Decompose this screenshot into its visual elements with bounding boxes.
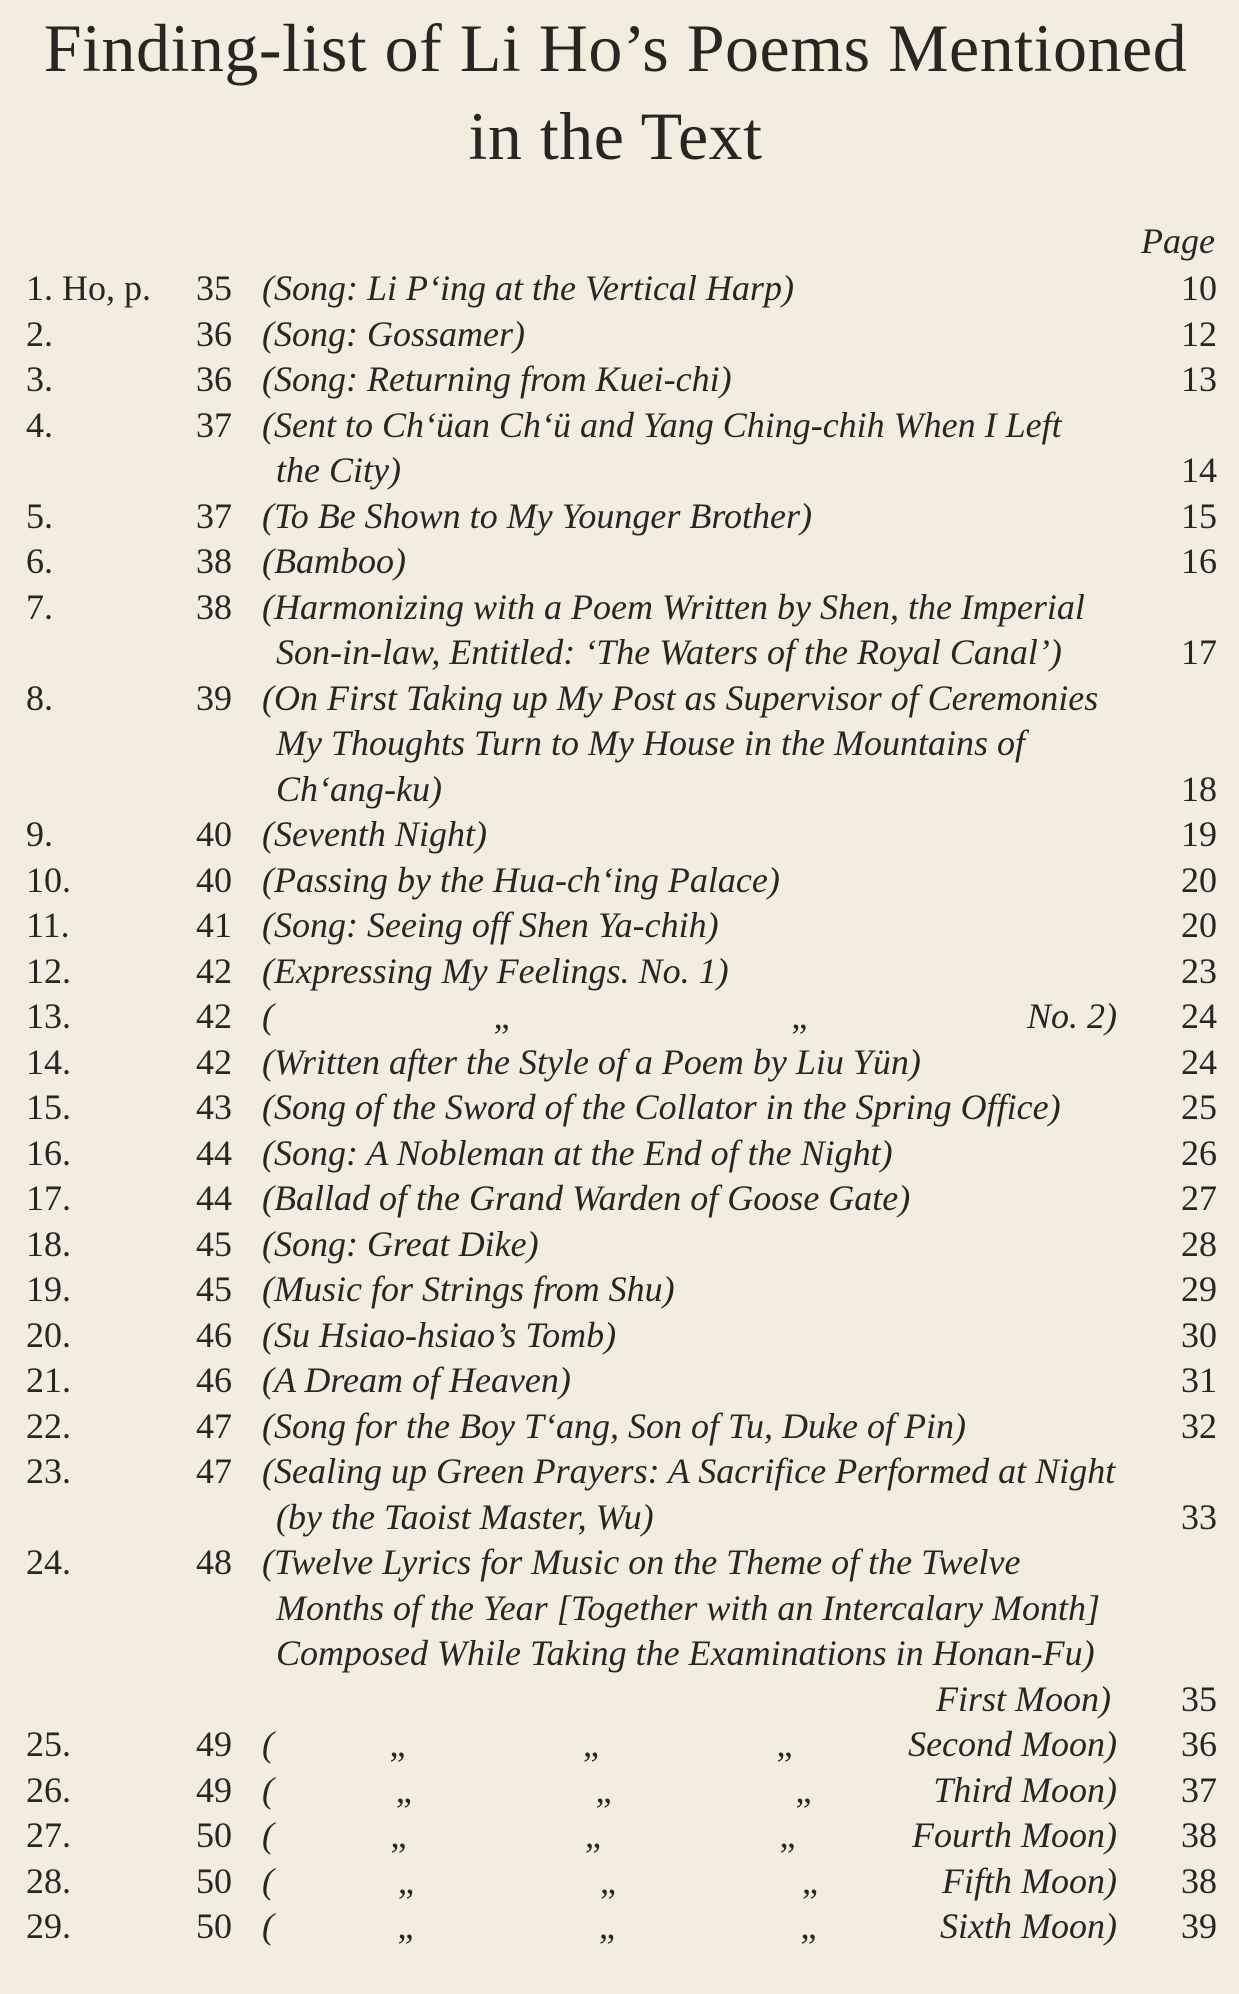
entry-number: 13. — [26, 996, 71, 1036]
text-page-number: 14 — [1181, 450, 1217, 490]
poem-title-line: (Harmonizing with a Poem Written by Shen, the Imperial — [262, 586, 1085, 627]
ho-page-number: 37 — [196, 404, 232, 445]
poem-title — [262, 266, 1147, 312]
text-page-number: 26 — [1181, 1132, 1217, 1173]
ditto-mark: „ — [791, 996, 808, 1036]
ditto-mark: „ — [595, 1769, 612, 1810]
poem-title-line: (Expressing My Feelings. No. 1) — [262, 950, 729, 991]
ditto-text: Sixth Moon) — [940, 1906, 1117, 1946]
poem-title — [262, 1313, 1147, 1359]
text-page-number: 32 — [1181, 1405, 1217, 1446]
entry-number: 25. — [26, 1724, 71, 1764]
text-page-number: 16 — [1181, 541, 1217, 581]
ho-page-number: 37 — [196, 495, 232, 536]
ho-page-number: 48 — [196, 1542, 232, 1582]
poem-title — [262, 903, 1147, 949]
list-item — [14, 1176, 1217, 1222]
poem-title-line: (Sealing up Green Prayers: A Sacrifice Performed at Night — [262, 1451, 1116, 1491]
text-page-number: 24 — [1181, 1041, 1217, 1082]
poem-title — [262, 676, 1147, 813]
poem-title — [262, 1085, 1147, 1131]
list-item — [14, 539, 1217, 585]
text-page-number: 15 — [1181, 495, 1217, 536]
list-item — [14, 676, 1217, 813]
poem-title — [262, 858, 1147, 904]
poem-title-line: First Moon) — [936, 1678, 1111, 1719]
list-item — [14, 357, 1217, 403]
poem-title-line: (Written after the Style of a Poem by Liu Yün) — [262, 1041, 921, 1082]
poem-title — [262, 1404, 1147, 1450]
poem-title-line: Son-in-law, Entitled: ‘The Waters of the Royal Canal’) — [276, 632, 1062, 672]
text-page-number: 38 — [1181, 1815, 1217, 1855]
poem-title — [262, 1813, 1147, 1859]
list-item — [14, 1222, 1217, 1268]
list-item — [14, 1859, 1217, 1905]
ditto-mark: „ — [389, 1724, 406, 1764]
text-page-number: 28 — [1181, 1223, 1217, 1264]
ho-page-number: 35 — [196, 268, 232, 308]
ditto-text: Fifth Moon) — [942, 1860, 1117, 1901]
entry-number: 8. — [26, 677, 53, 718]
ditto-text: Third Moon) — [933, 1769, 1117, 1810]
ho-page-number: 41 — [196, 905, 232, 945]
text-page-number: 39 — [1181, 1906, 1217, 1946]
poem-title — [262, 403, 1147, 494]
ditto-mark: „ — [802, 1860, 818, 1901]
poem-title — [262, 1131, 1147, 1177]
entry-number: 16. — [26, 1132, 71, 1173]
ditto-mark: „ — [776, 1724, 793, 1764]
entry-number: 4. — [26, 404, 53, 445]
text-page-number: 18 — [1181, 768, 1217, 809]
list-item — [14, 1904, 1217, 1950]
poem-title — [262, 1222, 1147, 1268]
entry-number: 24. — [26, 1542, 71, 1582]
ditto-line — [262, 1904, 1117, 1950]
poem-title — [262, 1449, 1147, 1540]
ditto-text: ( — [262, 1860, 274, 1901]
ho-page-number: 39 — [196, 677, 232, 718]
ditto-line — [262, 994, 1117, 1040]
ditto-line — [262, 1859, 1117, 1905]
ho-page-number: 40 — [196, 859, 232, 900]
ditto-line — [262, 1768, 1117, 1814]
ho-page-number: 47 — [196, 1405, 232, 1446]
poem-title — [262, 1904, 1147, 1950]
ho-page-number: 47 — [196, 1451, 232, 1491]
ditto-mark: „ — [585, 1815, 601, 1855]
poem-title-line: (Su Hsiao-hsiao’s Tomb) — [262, 1314, 617, 1355]
poem-title — [262, 312, 1147, 358]
text-page-number: 25 — [1181, 1087, 1217, 1127]
poem-title-line: (Music for Strings from Shu) — [262, 1269, 675, 1309]
ho-page-number: 45 — [196, 1223, 232, 1264]
entry-number: 17. — [26, 1178, 71, 1218]
entry-number: 3. — [26, 359, 53, 399]
list-item — [14, 1131, 1217, 1177]
ditto-text: ( — [262, 1724, 274, 1764]
ho-page-number: 49 — [196, 1769, 232, 1810]
page-title — [14, 0, 1217, 180]
entry-number: 19. — [26, 1269, 71, 1309]
entry-number: 1. Ho, p. — [26, 268, 151, 308]
poem-title — [262, 1768, 1147, 1814]
text-page-number: 19 — [1181, 814, 1217, 854]
ho-page-number: 43 — [196, 1087, 232, 1127]
text-page-number: 10 — [1181, 268, 1217, 308]
ditto-text: Fourth Moon) — [912, 1815, 1117, 1855]
text-page-number: 37 — [1181, 1769, 1217, 1810]
poem-title-line: Months of the Year [Together with an Intercalary Month] — [276, 1587, 1101, 1628]
list-item — [14, 1267, 1217, 1313]
poem-title-line: (To Be Shown to My Younger Brother) — [262, 495, 813, 536]
list-item — [14, 994, 1217, 1040]
entry-number: 15. — [26, 1087, 71, 1127]
ho-page-number: 44 — [196, 1132, 232, 1173]
ditto-text: ( — [262, 996, 274, 1036]
poem-title-line: (Seventh Night) — [262, 814, 487, 854]
ditto-text: Second Moon) — [908, 1724, 1117, 1764]
poem-title-line: (Song of the Sword of the Collator in the Spring Office) — [262, 1087, 1061, 1127]
title-line-1: Finding-list of Li Ho’s Poems Mentioned — [43, 10, 1188, 86]
poem-title-line: (Bamboo) — [262, 541, 406, 581]
list-item — [14, 494, 1217, 540]
list-item — [14, 1813, 1217, 1859]
poem-title — [262, 1040, 1147, 1086]
poem-title-line: (A Dream of Heaven) — [262, 1360, 571, 1400]
text-page-number: 20 — [1181, 905, 1217, 945]
ho-page-number: 46 — [196, 1360, 232, 1400]
ho-page-number: 42 — [196, 996, 232, 1036]
poem-title-line: (Twelve Lyrics for Music on the Theme of the Twelve — [262, 1542, 1021, 1582]
poem-title — [262, 949, 1147, 995]
ho-page-number: 49 — [196, 1724, 232, 1764]
entry-number: 28. — [26, 1860, 71, 1901]
text-page-number: 31 — [1181, 1360, 1217, 1400]
list-item — [14, 1358, 1217, 1404]
list-item — [14, 266, 1217, 312]
ditto-text: ( — [262, 1906, 274, 1946]
poem-title — [262, 1540, 1147, 1722]
ditto-mark: „ — [795, 1769, 812, 1810]
ho-page-number: 50 — [196, 1815, 232, 1855]
poem-title-line: (Song: A Nobleman at the End of the Night) — [262, 1132, 893, 1173]
ditto-line — [262, 1813, 1117, 1859]
entry-number: 22. — [26, 1405, 71, 1446]
ditto-mark: „ — [800, 1906, 817, 1946]
ditto-mark: „ — [583, 1724, 600, 1764]
poem-title-line: Ch‘ang-ku) — [276, 768, 442, 809]
text-page-number: 35 — [1181, 1678, 1217, 1719]
ho-page-number: 42 — [196, 950, 232, 991]
ditto-text: ( — [262, 1769, 274, 1810]
poem-title-line: (by the Taoist Master, Wu) — [276, 1496, 654, 1537]
poem-title-line: My Thoughts Turn to My House in the Mountains of — [276, 723, 1025, 763]
poem-title-line: (Song: Great Dike) — [262, 1223, 539, 1264]
poem-title — [262, 1176, 1147, 1222]
entry-number: 2. — [26, 313, 53, 354]
list-item — [14, 403, 1217, 494]
ditto-mark: „ — [493, 996, 510, 1036]
text-page-number: 38 — [1181, 1860, 1217, 1901]
entry-number: 29. — [26, 1906, 71, 1946]
poem-title-line: (Song: Returning from Kuei-chi) — [262, 359, 732, 399]
poem-title — [262, 1267, 1147, 1313]
list-item — [14, 1085, 1217, 1131]
text-page-number: 23 — [1181, 950, 1217, 991]
poem-title — [262, 539, 1147, 585]
finding-list — [14, 266, 1217, 1950]
poem-title-line: (Song for the Boy T‘ang, Son of Tu, Duke of Pin) — [262, 1405, 966, 1446]
entry-number: 20. — [26, 1314, 71, 1355]
ho-page-number: 42 — [196, 1041, 232, 1082]
title-line-2: in the Text — [468, 98, 763, 174]
ho-page-number: 40 — [196, 814, 232, 854]
entry-number: 14. — [26, 1041, 71, 1082]
entry-number: 23. — [26, 1451, 71, 1491]
poem-title — [262, 1859, 1147, 1905]
poem-title — [262, 1722, 1147, 1768]
list-item — [14, 585, 1217, 676]
list-item — [14, 1313, 1217, 1359]
list-item — [14, 1768, 1217, 1814]
text-page-number: 20 — [1181, 859, 1217, 900]
ditto-mark: „ — [395, 1769, 412, 1810]
ditto-mark: „ — [779, 1815, 796, 1855]
entry-number: 9. — [26, 814, 53, 854]
text-page-number: 12 — [1181, 313, 1217, 354]
entry-number: 6. — [26, 541, 53, 581]
list-item — [14, 1449, 1217, 1540]
entry-number: 21. — [26, 1360, 71, 1400]
text-page-number: 36 — [1181, 1724, 1217, 1764]
ditto-mark: „ — [599, 1906, 615, 1946]
text-page-number: 30 — [1181, 1314, 1217, 1355]
text-page-number: 17 — [1181, 632, 1217, 672]
ditto-mark: „ — [390, 1815, 407, 1855]
ho-page-number: 44 — [196, 1178, 232, 1218]
text-page-number: 33 — [1181, 1496, 1217, 1537]
entry-number: 26. — [26, 1769, 71, 1810]
ho-page-number: 50 — [196, 1860, 232, 1901]
list-item — [14, 858, 1217, 904]
poem-title-line: (Sent to Ch‘üan Ch‘ü and Yang Ching-chih When I Left — [262, 404, 1062, 445]
ho-page-number: 46 — [196, 1314, 232, 1355]
entry-number: 27. — [26, 1815, 71, 1855]
poem-title-line: Composed While Taking the Examinations in Honan-Fu) — [276, 1633, 1095, 1673]
ho-page-number: 45 — [196, 1269, 232, 1309]
poem-title-line: (Song: Seeing off Shen Ya-chih) — [262, 905, 719, 945]
entry-number: 5. — [26, 495, 53, 536]
poem-title-line: the City) — [276, 450, 401, 490]
poem-title-line: (Passing by the Hua-ch‘ing Palace) — [262, 859, 780, 900]
entry-number: 10. — [26, 859, 71, 900]
ditto-mark: „ — [600, 1860, 616, 1901]
list-item — [14, 1404, 1217, 1450]
ho-page-number: 38 — [196, 541, 232, 581]
poem-title-line: (Song: Gossamer) — [262, 313, 525, 354]
ditto-text: No. 2) — [1026, 996, 1117, 1036]
entry-number: 12. — [26, 950, 71, 991]
ho-page-number: 50 — [196, 1906, 232, 1946]
list-item — [14, 949, 1217, 995]
ho-page-number: 38 — [196, 586, 232, 627]
poem-title-line: (Ballad of the Grand Warden of Goose Gate) — [262, 1178, 911, 1218]
entry-number: 7. — [26, 586, 53, 627]
poem-title — [262, 357, 1147, 403]
list-item — [14, 1722, 1217, 1768]
entry-number: 11. — [26, 905, 70, 945]
page-column-label: Page — [1141, 221, 1215, 261]
poem-title-line: (Song: Li P‘ing at the Vertical Harp) — [262, 268, 794, 308]
list-item — [14, 812, 1217, 858]
ho-page-number: 36 — [196, 313, 232, 354]
ditto-text: ( — [262, 1815, 274, 1855]
ditto-mark: „ — [398, 1860, 414, 1901]
poem-title — [262, 494, 1147, 540]
list-item — [14, 312, 1217, 358]
list-item — [14, 1540, 1217, 1722]
text-page-number: 13 — [1181, 359, 1217, 399]
text-page-number: 29 — [1181, 1269, 1217, 1309]
poem-title — [262, 812, 1147, 858]
poem-title-line: (On First Taking up My Post as Supervisor of Ceremonies — [262, 677, 1099, 718]
entry-number: 18. — [26, 1223, 71, 1264]
poem-title — [262, 585, 1147, 676]
ditto-mark: „ — [397, 1906, 414, 1946]
list-item — [14, 1040, 1217, 1086]
poem-title — [262, 994, 1147, 1040]
list-item — [14, 903, 1217, 949]
text-page-number: 24 — [1181, 996, 1217, 1036]
ditto-line — [262, 1722, 1117, 1768]
poem-title — [262, 1358, 1147, 1404]
ho-page-number: 36 — [196, 359, 232, 399]
text-page-number: 27 — [1181, 1178, 1217, 1218]
